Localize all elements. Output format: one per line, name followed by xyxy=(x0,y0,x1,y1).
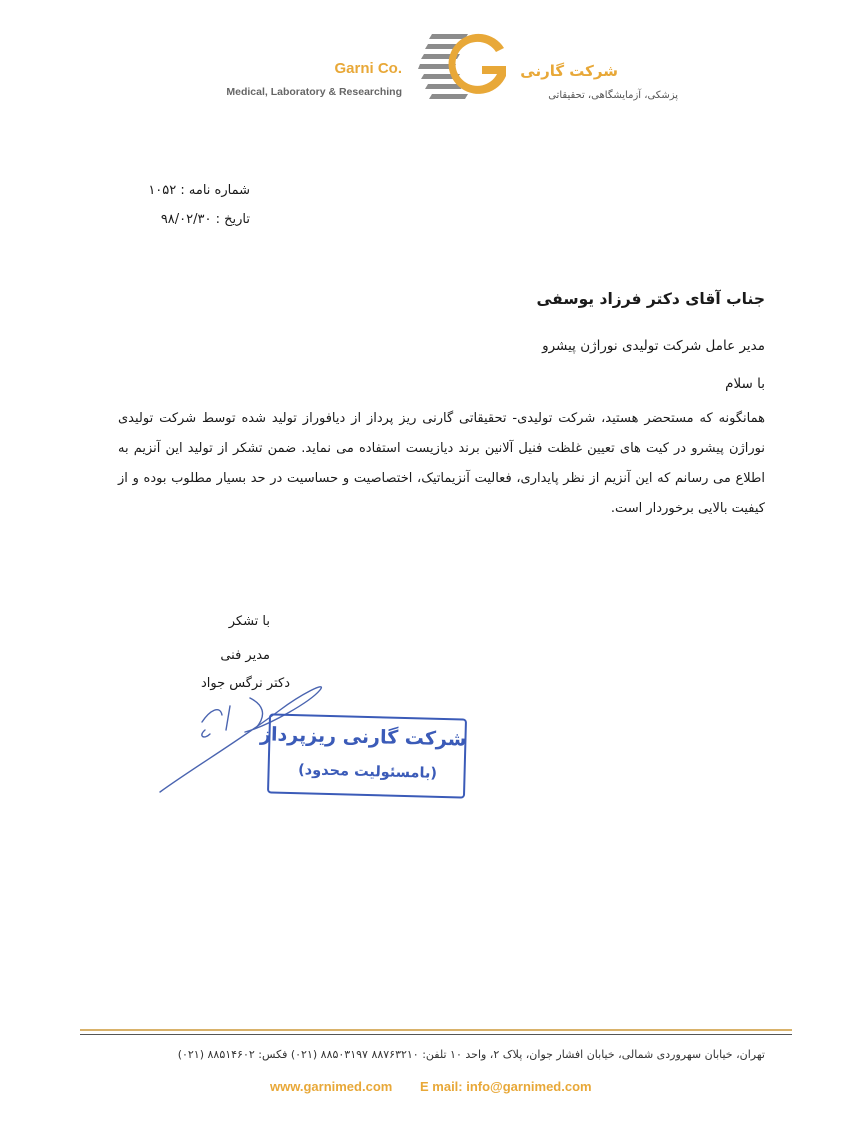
company-stamp xyxy=(259,713,467,798)
footer-divider-gold xyxy=(80,1029,792,1031)
letter-date: تاریخ : ۹۸/۰۲/۳۰ xyxy=(160,212,250,227)
recipient-name: جناب آقای دکتر فرزاد یوسفی xyxy=(536,290,765,308)
letter-number: شماره نامه : ۱۰۵۲ xyxy=(148,183,250,198)
closing-thanks: با تشکر xyxy=(228,614,270,629)
footer-website-link[interactable]: www.garnimed.com xyxy=(270,1079,393,1094)
footer-divider-dark xyxy=(80,1034,792,1035)
greeting: با سلام xyxy=(725,376,765,392)
company-name-fa: شرکت گارنی xyxy=(520,62,618,80)
signer-name: دکتر نرگس جواد xyxy=(200,676,290,691)
stamp-liability-note: (بامسئولیت محدود) xyxy=(297,762,438,782)
company-name-en: Garni Co. xyxy=(334,60,402,77)
footer-address: تهران، خیابان سهروردی شمالی، خیابان افشار جوان، پلاک ۲، واحد ۱۰ تلفن: ۸۸۷۶۳۲۱۰ ۸۸۵۰۳۱۹۷ (۰۲۱) فکس: ۸۸۵۱۴۶۰۲ (۰۲۱) xyxy=(177,1048,765,1061)
company-tagline-en: Medical, Laboratory & Researching xyxy=(226,86,402,98)
garni-logo-icon xyxy=(418,30,516,102)
recipient-position: مدیر عامل شرکت تولیدی نوراژن پیشرو xyxy=(542,338,765,354)
letter-body: همانگونه که مستحضر هستید، شرکت تولیدی- تحقیقاتی گارنی ریز پرداز از دیافوراز تولید شده توسط شرکت تولیدی نوراژن پیشرو در کیت های تعیین غلظت فنیل آلانین برند دیازیست استفاده می نماید. ضمن تشکر از تولید این آنزیم به اطلاع می رسانم که این آنزیم از نظر پایداری، فعالیت آنزیماتیک، اختصاصیت و حساسیت در حد بسیار مطلوب بوده و از کیفیت بالایی برخوردار است. xyxy=(118,411,765,516)
company-tagline-fa: پزشکی، آزمایشگاهی، تحقیقاتی xyxy=(548,90,678,101)
stamp-company-name: شرکت گارنی ریزپرداز xyxy=(259,723,467,751)
signer-title: مدیر فنی xyxy=(220,648,270,663)
footer-email-link[interactable]: E mail: info@garnimed.com xyxy=(420,1079,592,1094)
